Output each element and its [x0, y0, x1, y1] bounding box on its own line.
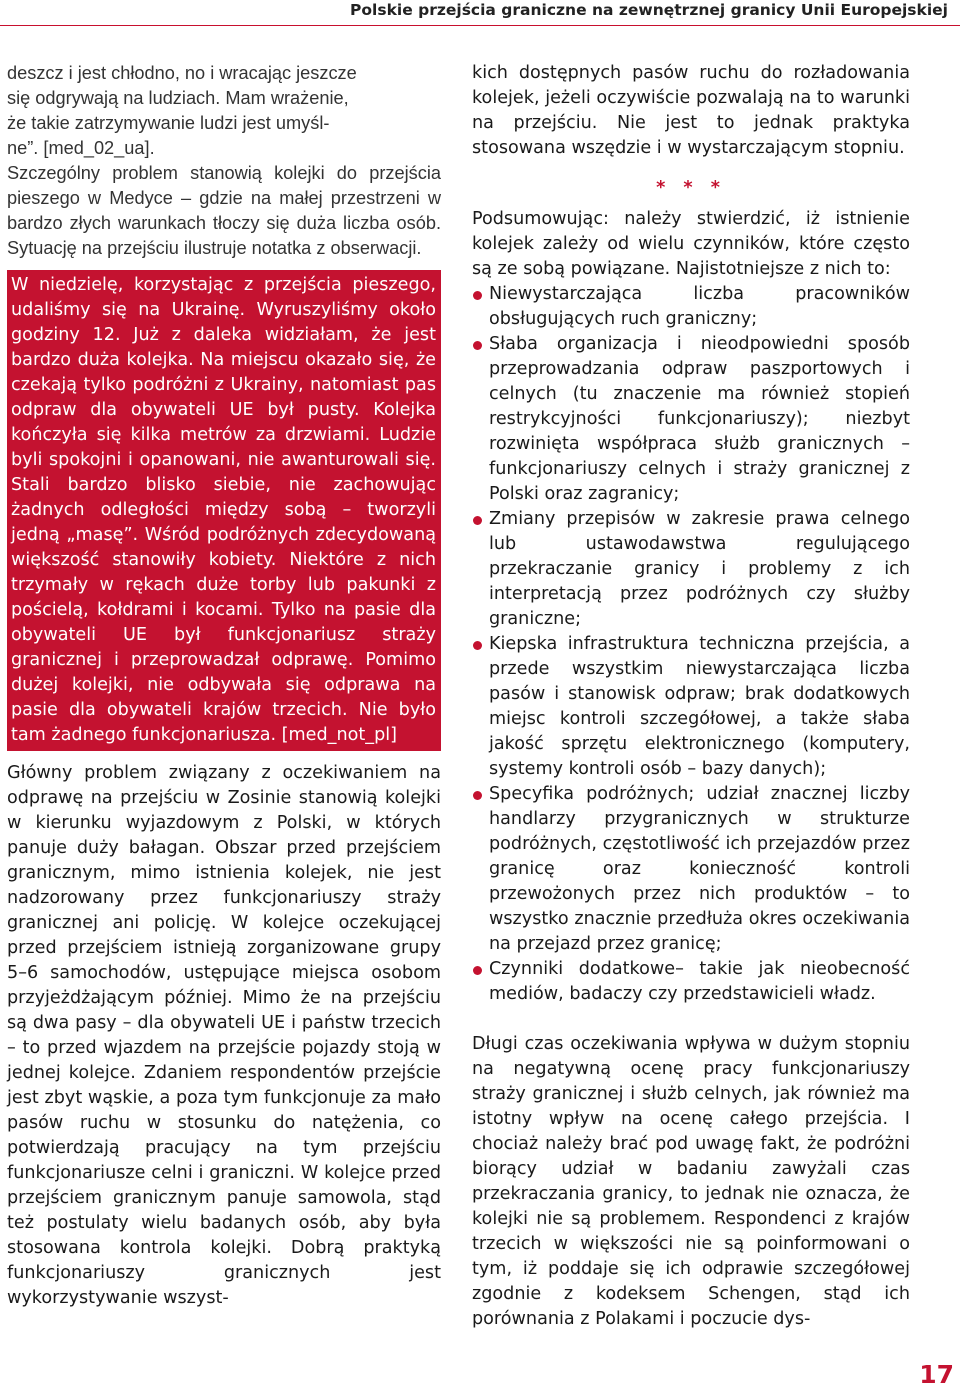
quote-line: deszcz i jest chłodno, no i wracając jeszcze [7, 63, 357, 83]
quote-line: ne”. [med_02_ua]. [7, 138, 155, 158]
closing-paragraph: Długi czas oczekiwania wpływa w dużym stopniu na negatywną ocenę pracy funkcjonariuszy straży granicznej i służb celnych, jak również ma istotny wpływ na ocenę całego przejścia. I chociaż należy brać pod uwagę fakt, że podróżni biorący udział w badaniu zawyżali czas przekraczania granicy, to jednak nie oznacza, że kolejki nie są problemem. Respondenci z krajów trzecich w większości nie są poinformowani o tym, iż poddaje się ich odprawie szczegółowej zgodnie z kodeksem Schengen, stąd ich porównania z Polakami i poczucie dys- [472, 1034, 910, 1329]
intro-paragraph: Szczególny problem stanowią kolejki do przejścia pieszego w Medyce – gdzie na małej przestrzeni w bardzo złych warunkach tłoczy się duża liczba osób. Sytuację na przejściu ilustruje notatka z obserwacji. [7, 163, 441, 258]
list-item: Kiepska infrastruktura techniczna przejścia, a przede wszystkim niewystarczająca liczba pasów i stanowisk odpraw; brak dodatkowych miejsc kontroli szczegółowej, a także słaba jakość sprzętu elektronicznego (komputery, systemy kontroli osób – bazy danych); [472, 632, 910, 782]
list-item: Niewystarczająca liczba pracowników obsługujących ruch graniczny; [472, 282, 910, 332]
quote-line: się odgrywają na ludziach. Mam wrażenie, [7, 88, 349, 108]
list-item: Czynniki dodatkowe– takie jak nieobecność mediów, badaczy czy przedstawicieli władz. [472, 957, 910, 1007]
left-column [7, 61, 441, 1311]
quote-line: że takie zatrzymywanie ludzi jest umyśl- [7, 113, 330, 133]
page-number: 17 [919, 1360, 954, 1389]
spacer [472, 1007, 910, 1032]
section-separator: * * * [656, 178, 726, 198]
list-item: Specyfika podróżnych; udział znacznej liczby handlarzy przygranicznych w strukturze podróżnych, częstotliwość ich przejazdów przez granicę oraz konieczność kontroli przewożonych przez nich produktów – to wszystko znacznie przedłuża okres oczekiwania na przejazd przez granicę; [472, 782, 910, 957]
right-column [472, 61, 910, 1332]
factors-list [472, 282, 910, 1007]
quote-continuation [7, 61, 441, 161]
running-header-title: Polskie przejścia graniczne na zewnętrznej granicy Unii Europejskiej [350, 1, 948, 19]
body-paragraph: Główny problem związany z oczekiwaniem na odprawę na przejściu w Zosinie stanowią kolejki w kierunku wyjazdowym z Polski, w których panuje duży bałagan. Obszar przed przejściem granicznym, mimo istnienia kolejek, nie jest nadzorowany przez funkcjonariuszy straży granicznej ani policję. W kolejce oczekującej przed przejściem istnieją zorganizowane grupy 5–6 samochodów, ustępujące miejsca osobom przyjeżdżającym później. Mimo że na przejściu są dwa pasy – dla obywateli UE i państw trzecich – to przed wjazdem na przejście pojazdy stoją w jednej kolejce. Zdaniem respondentów przejście jest zbyt wąskie, a poza tym funkcjonuje za mało pasów ruchu w stosunku do natężenia, co potwierdzają pracujący na tym przejściu funkcjonariusze celni i graniczni. W kolejce przed przejściem granicznym panuje samowola, stąd też postulaty wielu badanych osób, aby była stosowana kontrola kolejki. Dobrą praktyką funkcjonariuszy granicznych jest wykorzystywanie wszyst- [7, 763, 441, 1308]
observation-note-box: W niedzielę, korzystając z przejścia pieszego, udaliśmy się na Ukrainę. Wyruszyliśmy około godziny 12. Już z daleka widziałam, że jest bardzo duża kolejka. Na miejscu okazało się, że czekają tylko podróżni z Ukrainy, natomiast pas odpraw dla obywateli UE był pusty. Kolejka kończyła się kilka metrów za drzwiami. Ludzie byli spokojni i opanowani, nie awanturowali się. Stali bardzo blisko siebie, nie zachowując żadnych odległości między sobą – tworzyli jedną „masę”. Wśród podróżnych zdecydowaną większość stanowiły kobiety. Niektóre z nich trzymały w rękach duże torby lub pakunki z pościelą, kołdrami i kocami. Tylko na pasie dla obywateli UE był funkcjonariusz straży granicznej i przeprowadzał odprawę. Pomimo dużej kolejki, nie odbywała się odprawa na pasie dla obywateli krajów trzecich. Nie było tam żadnego funkcjonariusza. [med_not_pl] [7, 270, 441, 751]
summary-paragraph: Podsumowując: należy stwierdzić, iż istnienie kolejek zależy od wielu czynników, które często są ze sobą powiązane. Najistotniejsze z nich to: [472, 209, 910, 279]
list-item: Zmiany przepisów w zakresie prawa celnego lub ustawodawstwa regulującego przekraczanie granicy i problemy z ich interpretacją przez podróżnych czy służby graniczne; [472, 507, 910, 632]
continuation-paragraph: kich dostępnych pasów ruchu do rozładowania kolejek, jeżeli oczywiście pozwalają na to warunki na przejściu. Nie jest to jednak praktyka stosowana wszędzie i w wystarczającym stopniu. [472, 63, 910, 158]
list-item: Słaba organizacja i nieodpowiedni sposób przeprowadzania odpraw paszportowych i celnych (tu znaczenie ma również stopień restrykcyjności funkcjonariuszy); niezbyt rozwinięta współpraca służb granicznych – funkcjonariuszy celnych i straży granicznej z Polski oraz zagranicy; [472, 332, 910, 507]
running-header [0, 0, 960, 26]
